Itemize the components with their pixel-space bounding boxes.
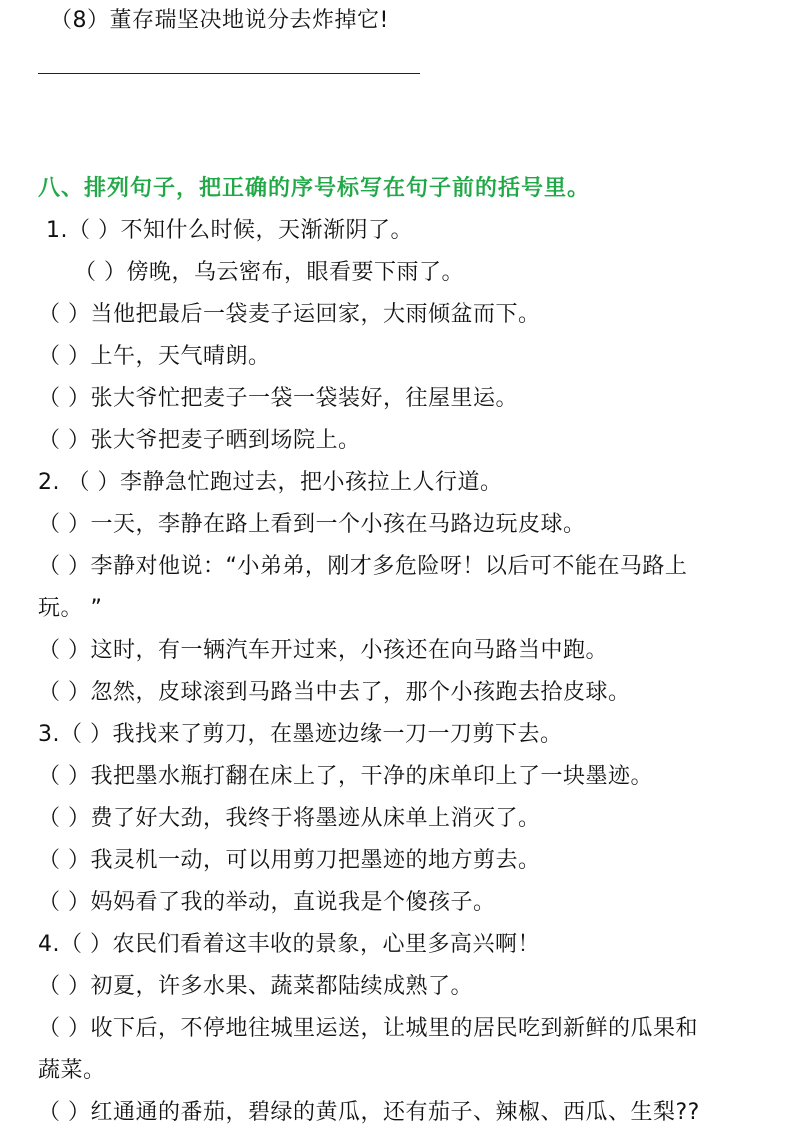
group3-line4: （ ）我灵机一动，可以用剪刀把墨迹的地方剪去。	[38, 848, 541, 873]
group2-line2: （ ）一天，李静在路上看到一个小孩在马路边玩皮球。	[38, 512, 586, 537]
group2-line5: （ ）这时，有一辆汽车开过来，小孩还在向马路当中跑。	[38, 638, 608, 663]
section-title: 八、排列句子，把正确的序号标写在句子前的括号里。	[38, 176, 591, 201]
group4-line3: （ ）收下后，不停地往城里运送，让城里的居民吃到新鲜的瓜果和	[38, 1016, 698, 1041]
group2-line1: 2. （ ）李静急忙跑过去，把小孩拉上人行道。	[38, 470, 503, 495]
group3-line1: 3.（ ）我找来了剪刀，在墨迹边缘一刀一刀剪下去。	[38, 722, 563, 747]
group1-line3: （ ）当他把最后一袋麦子运回家，大雨倾盆而下。	[38, 302, 541, 327]
group1-line5: （ ）张大爷忙把麦子一袋一袋装好，往屋里运。	[38, 386, 518, 411]
group2-line4: 玩。 ”	[38, 596, 103, 621]
group2-line6: （ ）忽然，皮球滚到马路当中去了，那个小孩跑去拾皮球。	[38, 680, 631, 705]
group2-line3: （ ）李静对他说：“小弟弟，刚才多危险呀！以后可不能在马路上	[38, 554, 688, 579]
group1-line4: （ ）上午，天气晴朗。	[38, 344, 271, 369]
group1-line1: 1.（ ）不知什么时候，天渐渐阴了。	[46, 218, 413, 243]
group1-line2: （ ）傍晚，乌云密布，眼看要下雨了。	[74, 260, 464, 285]
group3-line2: （ ）我把墨水瓶打翻在床上了，干净的床单印上了一块墨迹。	[38, 764, 653, 789]
answer-blank-line	[38, 73, 420, 74]
group4-line1: 4.（ ）农民们看着这丰收的景象，心里多高兴啊！	[38, 932, 540, 957]
group4-line2: （ ）初夏，许多水果、蔬菜都陆续成熟了。	[38, 974, 473, 999]
group3-line5: （ ）妈妈看了我的举动，直说我是个傻孩子。	[38, 890, 496, 915]
group4-line5: （ ）红通通的番茄，碧绿的黄瓜，还有茄子、辣椒、西瓜、生梨??	[38, 1100, 700, 1125]
q8-sentence: （8）董存瑞坚决地说分去炸掉它!	[50, 8, 389, 33]
group3-line3: （ ）费了好大劲，我终于将墨迹从床单上消灭了。	[38, 806, 541, 831]
group4-line4: 蔬菜。	[38, 1058, 106, 1083]
group1-line6: （ ）张大爷把麦子晒到场院上。	[38, 428, 361, 453]
